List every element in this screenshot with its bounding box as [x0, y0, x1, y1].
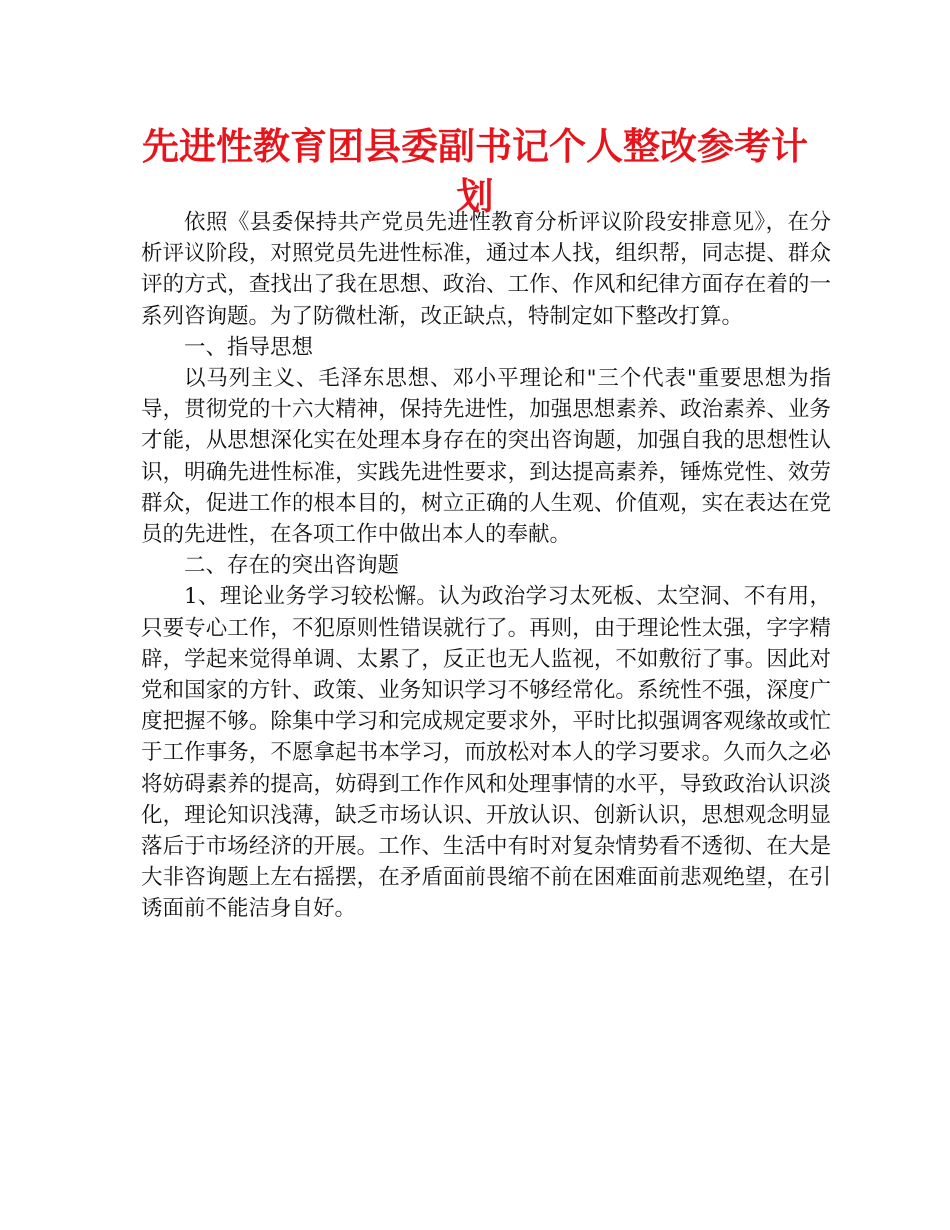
problem-1-paragraph: 1、理论业务学习较松懈。认为政治学习太死板、太空洞、不有用，只要专心工作，不犯原则性错误就行了。再则，由于理论性太强，字字精辟，学起来觉得单调、太累了，反正也无人监视，不如敷衍了事。因此对党和国家的方针、政策、业务知识学习不够经常化。系统性不强，深度广度把握不够。除集中学习和完成规定要求外，平时比拟强调客观缘故或忙于工作事务，不愿拿起书本学习，而放松对本人的学习要求。久而久之必将妨碍素养的提高，妨碍到工作作风和处理事情的水平，导致政治认识淡化，理论知识浅薄，缺乏市场认识、开放认识、创新认识，思想观念明显落后于市场经济的开展。工作、生活中有时对复杂情势看不透彻、在大是大非咨询题上左右摇摆，在矛盾面前畏缩不前在困难面前悲观绝望，在引诱面前不能洁身自好。 — [141, 584, 831, 922]
guiding-thought-paragraph: 以马列主义、毛泽东思想、邓小平理论和"三个代表"重要思想为指导，贯彻党的十六大精神，保持先进性，加强思想素养、政治素养、业务才能，从思想深化实在处理本身存在的突出咨询题，加强自我的思想性认识，明确先进性标准，实践先进性要求，到达提高素养，锤炼党性、效劳群众，促进工作的根本目的，树立正确的人生观、价值观，实在表达在党员的先进性，在各项工作中做出本人的奉献。 — [141, 366, 831, 548]
section-heading-guiding-thought: 一、指导思想 — [184, 334, 314, 360]
document-title: 先进性教育团县委副书记个人整改参考计划 — [142, 125, 808, 218]
intro-paragraph: 依照《县委保持共产党员先进性教育分析评议阶段安排意见》，在分析评议阶段，对照党员先进性标准，通过本人找，组织帮，同志提、群众评的方式，查找出了我在思想、政治、工作、作风和纪律方面存在着的一系列咨询题。为了防微杜渐，改正缺点，特制定如下整改打算。 — [141, 210, 831, 329]
section-heading-problems: 二、存在的突出咨询题 — [184, 553, 400, 579]
document-body — [141, 207, 831, 925]
